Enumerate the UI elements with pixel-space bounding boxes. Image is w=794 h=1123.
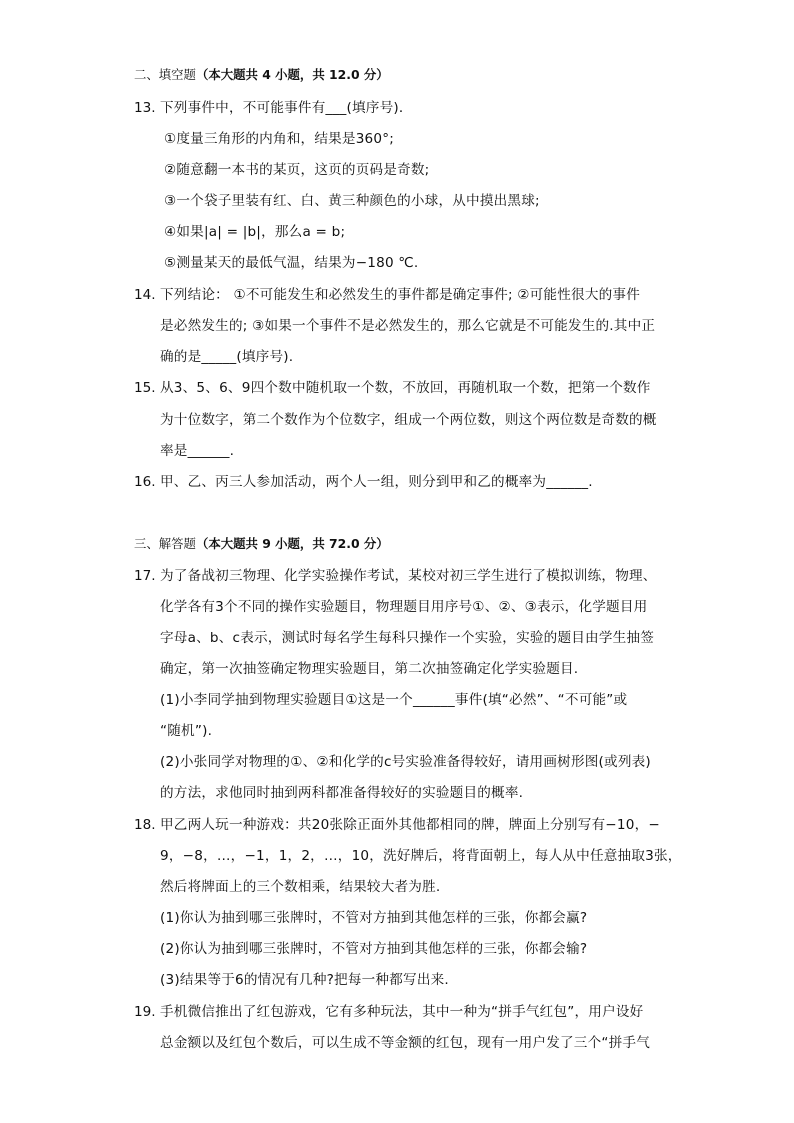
- question-18-line-3: 然后将牌面上的三个数相乘，结果较大者为胜.: [160, 879, 441, 895]
- question-14-line-1: 下列结论： ①不可能发生和必然发生的事件都是确定事件; ②可能性很大的事件: [160, 287, 640, 303]
- question-18-line-6: (3)结果等于6的情况有几种?把每一种都写出来.: [160, 972, 449, 988]
- question-17-number: 17.: [134, 568, 156, 584]
- question-17-line-5: (1)小李同学抽到物理实验题目①这是一个______事件(填“必然”、“不可能”或: [160, 692, 628, 708]
- question-17-line-3: 字母a、b、c表示，测试时每名学生每科只操作一个实验，实验的题目由学生抽签: [160, 630, 655, 646]
- question-17-line-8: 的方法，求他同时抽到两科都准备得较好的实验题目的概率.: [160, 785, 524, 801]
- section-title-prefix: 二、填空题: [134, 67, 196, 82]
- question-18-line-5: (2)你认为抽到哪三张牌时，不管对方抽到其他怎样的三张，你都会输?: [160, 941, 588, 957]
- question-18-line-2: 9，−8，…，−1，1，2，…，10，洗好牌后，将背面朝上，每人从中任意抽取3张，: [160, 848, 682, 864]
- question-16-number: 16.: [134, 474, 156, 490]
- section-title-detail: （本大题共 9 小题，共 72.0 分）: [195, 536, 389, 551]
- question-18-number: 18.: [134, 817, 156, 833]
- question-15-line-1: 从3、5、6、9四个数中随机取一个数，不放回，再随机取一个数，把第一个数作: [160, 380, 651, 396]
- question-14-line-3: 确的是_____(填序号).: [160, 349, 294, 365]
- question-15-line-2: 为十位数字，第二个数作为个位数字，组成一个两位数，则这个两位数是奇数的概: [160, 412, 657, 428]
- question-17-line-7: (2)小张同学对物理的①、②和化学的c号实验准备得较好，请用画树形图(或列表): [160, 754, 651, 770]
- question-15-number: 15.: [134, 380, 156, 396]
- question-17-line-4: 确定，第一次抽签确定物理实验题目，第二次抽签确定化学实验题目.: [160, 661, 579, 677]
- question-15-line-3: 率是______.: [160, 443, 235, 459]
- question-13-option-3: ③一个袋子里装有红、白、黄三种颜色的小球，从中摸出黑球;: [164, 193, 540, 209]
- question-14-number: 14.: [134, 287, 156, 303]
- question-13-option-4: ④如果|a| = |b|，那么a = b;: [164, 224, 346, 240]
- question-13-option-1: ①度量三角形的内角和，结果是360°;: [164, 131, 395, 147]
- question-18-line-4: (1)你认为抽到哪三张牌时，不管对方抽到其他怎样的三张，你都会赢?: [160, 910, 588, 926]
- question-17-line-1: 为了备战初三物理、化学实验操作考试，某校对初三学生进行了模拟训练，物理、: [160, 568, 657, 584]
- question-13-number: 13.: [134, 100, 156, 116]
- question-18-line-1: 甲乙两人玩一种游戏：共20张除正面外其他都相同的牌，牌面上分别写有−10，−: [160, 817, 660, 833]
- section-title-solutions: [134, 535, 389, 553]
- question-19-line-1: 手机微信推出了红包游戏，它有多种玩法，其中一种为“拼手气红包”，用户设好: [160, 1004, 644, 1020]
- section-title-detail: （本大题共 4 小题，共 12.0 分）: [195, 67, 389, 82]
- question-13-option-2: ②随意翻一本书的某页，这页的页码是奇数;: [164, 162, 430, 178]
- question-13-text: 下列事件中，不可能事件有___(填序号)．: [160, 100, 413, 116]
- section-title-fill-in: [134, 66, 389, 84]
- question-14-line-2: 是必然发生的; ③如果一个事件不是必然发生的，那么它就是不可能发生的.其中正: [160, 318, 656, 334]
- question-17-line-2: 化学各有3个不同的操作实验题目，物理题目用序号①、②、③表示，化学题目用: [160, 599, 648, 615]
- question-17-line-6: “随机”).: [160, 723, 213, 739]
- question-19-number: 19.: [134, 1004, 156, 1020]
- section-title-prefix: 三、解答题: [134, 536, 196, 551]
- question-13-option-5: ⑤测量某天的最低气温，结果为−180 ℃.: [164, 255, 419, 271]
- question-16-text: 甲、乙、丙三人参加活动，两个人一组，则分到甲和乙的概率为______.: [160, 474, 593, 490]
- question-19-line-2: 总金额以及红包个数后，可以生成不等金额的红包，现有一用户发了三个“拼手气: [160, 1035, 651, 1051]
